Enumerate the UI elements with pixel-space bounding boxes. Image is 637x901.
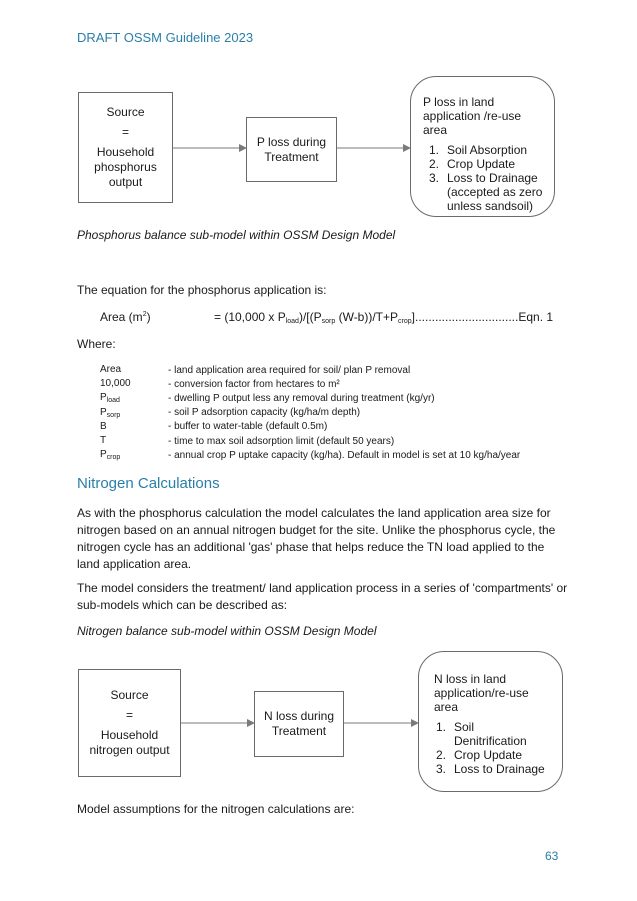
definition-row: $P_{sorp}$ - soil P adsorption capacity (kg/ha/m depth)	[100, 406, 361, 419]
n-source-box	[78, 669, 181, 777]
p-land-title: area	[423, 123, 448, 137]
page-number: 63	[545, 849, 559, 863]
p-source-line: phosphorus	[94, 160, 157, 174]
p-source-box	[78, 92, 173, 203]
n-source-line: =	[125, 708, 133, 722]
n-land-title: area	[434, 700, 459, 714]
definition-row: T - time to max soil adsorption limit (default 50 years)	[100, 435, 395, 447]
definition-row: B - buffer to water-table (default 0.5m)	[100, 420, 328, 433]
p-land-box	[410, 76, 555, 217]
equation-rhs: = (10,000 x $P_{load})/[(P_{sorp}$ $(W-b))/T+P_{crop}]...............................Eqn$. 1	[214, 310, 554, 325]
definition-row: Area - land application area required for soil/ plan P removal	[100, 364, 411, 376]
p-treatment-line: P loss during	[256, 134, 327, 149]
where-label: Where:	[77, 337, 116, 351]
definition-row: 10,000 - conversion factor from hectares to m²	[100, 378, 340, 390]
p-treatment-box	[246, 117, 337, 182]
n-source-line: nitrogen output	[89, 743, 170, 757]
definition-row: $P_{load}$ - dwelling P output less any removal during treatment (kg/yr)	[100, 392, 435, 405]
equation-intro: The equation for the phosphorus application is:	[77, 283, 327, 297]
p-land-item: 3. Loss to Drainage (accepted as zero unless sandsoil)	[429, 171, 543, 213]
p-diagram-caption: Phosphorus balance sub-model within OSSM Design Model	[77, 228, 396, 242]
section-title-nitrogen: Nitrogen Calculations	[77, 475, 220, 492]
n-source-line: Source	[110, 688, 149, 702]
p-land-title: application /re-use	[423, 109, 522, 123]
p-land-item: 2. Crop Update	[429, 157, 516, 171]
p-source-line: Source	[106, 105, 145, 119]
p-land-title: P loss in land	[423, 95, 495, 109]
equation-lhs: Area $(m^2)$	[100, 310, 151, 324]
definition-row: $P_{crop}$ - annual crop P uptake capacity (kg/ha). Default in model is set at 10 kg/ha/year	[100, 449, 521, 462]
nitrogen-paragraph-2: The model considers the treatment/ land application process in a series of 'compartments' or sub-models which can be described as:	[77, 581, 568, 612]
n-land-title: application/re-use	[434, 686, 529, 700]
running-header: DRAFT OSSM Guideline 2023	[77, 30, 254, 45]
p-source-line: Household	[96, 145, 155, 159]
n-diagram-caption: Nitrogen balance sub-model within OSSM Design Model	[77, 624, 377, 638]
n-treatment-box	[254, 691, 344, 757]
n-treatment-line: Treatment	[271, 724, 327, 738]
n-land-item: 3. Loss to Drainage	[436, 762, 545, 776]
p-treatment-line: Treatment	[264, 149, 319, 164]
p-source-line: =	[121, 125, 129, 139]
n-land-item: 1. Soil Denitrification	[436, 720, 527, 748]
p-source-line: output	[108, 175, 143, 189]
nitrogen-assumptions-intro: Model assumptions for the nitrogen calculations are:	[77, 802, 355, 816]
n-treatment-line: N loss during	[263, 709, 335, 723]
n-land-title: N loss in land	[434, 672, 507, 686]
definitions-table	[100, 363, 520, 462]
n-source-line: Household	[100, 728, 159, 742]
nitrogen-paragraph-1: As with the phosphorus calculation the model calculates the land application area size for nitrogen based on an annual nitrogen budget for the site. Unlike the phosphorus cycle, the nitrogen cycle has an additional 'gas' phase that helps reduce the TN load applied to the land application area.	[77, 506, 556, 571]
n-land-box	[418, 651, 563, 792]
n-land-item: 2. Crop Update	[436, 748, 523, 762]
p-land-item: 1. Soil Absorption	[429, 143, 528, 157]
equation-line	[100, 310, 560, 324]
